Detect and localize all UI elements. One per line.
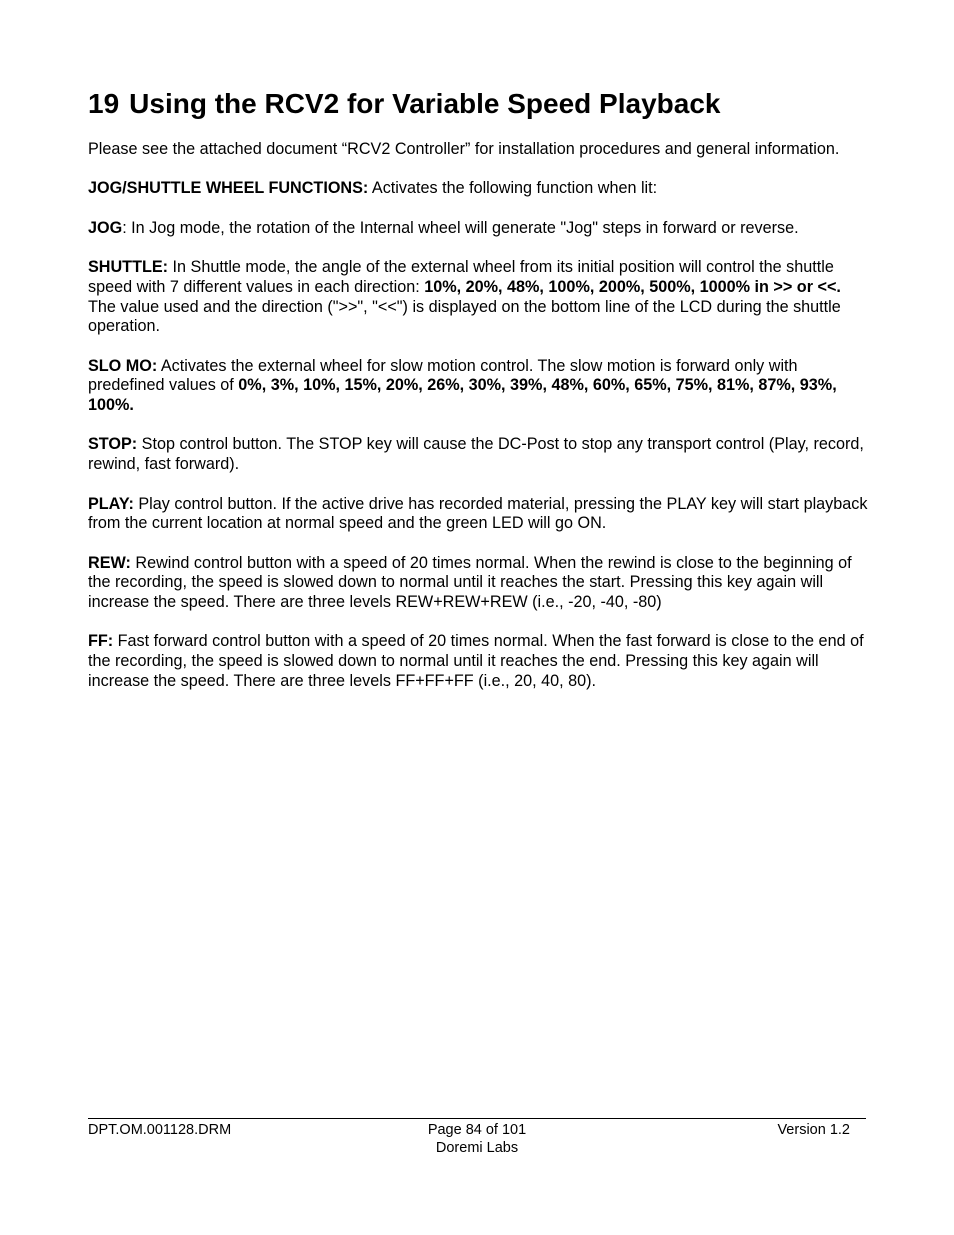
- stop-paragraph: [88, 435, 868, 474]
- slomo-text: Activates the external wheel for slow motion control. The slow motion is forward only with predefined values of: [88, 356, 798, 395]
- footer-doc-id: DPT.OM.001128.DRM: [88, 1122, 232, 1138]
- footer-page-number: Page 84 of 101: [427, 1122, 527, 1138]
- shuttle-values: 10%, 20%, 48%, 100%, 200%, 500%, 1000% in >> or <<.: [424, 277, 841, 296]
- footer-center: [377, 1121, 577, 1157]
- jog-paragraph: [88, 219, 868, 239]
- jog-shuttle-paragraph: [88, 179, 868, 199]
- rew-paragraph: [88, 554, 868, 613]
- shuttle-text-2: The value used and the direction (">>", "<<") is displayed on the bottom line of the LCD during the shuttle operation.: [88, 297, 841, 336]
- footer-divider: [88, 1118, 866, 1119]
- rew-text: Rewind control button with a speed of 20 times normal. When the rewind is close to the beginning of the recording, the speed is slowed down to normal until it reaches the start. Pressing this key again will increase the speed. There are three levels REW+REW+REW (i.e., -20, -40, -80): [88, 553, 852, 612]
- rew-label: REW:: [88, 553, 131, 572]
- jog-text: : In Jog mode, the rotation of the Internal wheel will generate "Jog" steps in forward or reverse.: [122, 218, 799, 237]
- intro-paragraph: Please see the attached document “RCV2 Controller” for installation procedures and general information.: [88, 140, 840, 158]
- shuttle-text-1: In Shuttle mode, the angle of the external wheel from its initial position will control the shuttle speed with 7 different values in each direction:: [88, 258, 834, 296]
- ff-paragraph: [88, 632, 868, 691]
- jog-label: JOG: [88, 218, 123, 237]
- section-number: 19: [88, 88, 120, 119]
- shuttle-label: SHUTTLE:: [88, 258, 169, 277]
- slomo-paragraph: [88, 357, 868, 416]
- play-text: Play control button. If the active drive has recorded material, pressing the PLAY key will start playback from the current location at normal speed and the green LED will go ON.: [88, 494, 868, 533]
- ff-text: Fast forward control button with a speed of 20 times normal. When the fast forward is close to the end of the recording, the speed is slowed down to normal until it reaches the end. Pressing this key again will increase the speed. There are three levels FF+FF+FF (i.e., 20, 40, 80).: [88, 632, 864, 690]
- play-paragraph: [88, 495, 868, 534]
- document-body: [88, 140, 868, 711]
- stop-label: STOP:: [88, 435, 138, 454]
- footer-version: Version 1.2: [777, 1122, 850, 1138]
- slomo-values: 0%, 3%, 10%, 15%, 20%, 26%, 30%, 39%, 48%, 60%, 65%, 75%, 81%, 87%, 93%, 100%.: [88, 376, 837, 415]
- play-label: PLAY:: [88, 494, 134, 513]
- jog-shuttle-label: JOG/SHUTTLE WHEEL FUNCTIONS:: [88, 179, 369, 198]
- section-title: Using the RCV2 for Variable Speed Playback: [129, 88, 721, 119]
- shuttle-paragraph: [88, 258, 868, 337]
- jog-shuttle-text: Activates the following function when lit:: [368, 179, 658, 198]
- slomo-label: SLO MO:: [88, 356, 158, 375]
- ff-label: FF:: [88, 632, 114, 651]
- section-heading: [88, 86, 720, 122]
- footer-company: Doremi Labs: [435, 1140, 519, 1156]
- stop-text: Stop control button. The STOP key will cause the DC-Post to stop any transport control (Play, record, rewind, fast forward).: [88, 435, 864, 474]
